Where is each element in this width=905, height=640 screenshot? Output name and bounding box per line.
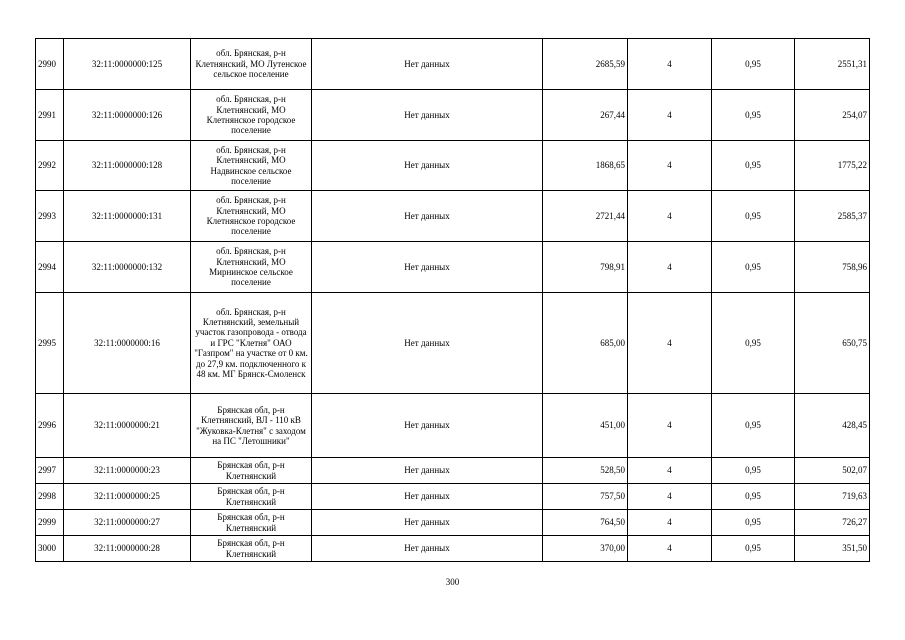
cadastral-number: 32:11:0000000:23 — [64, 458, 191, 484]
cadastral-number: 32:11:0000000:16 — [64, 293, 191, 394]
cadastral-number: 32:11:0000000:131 — [64, 191, 191, 242]
status: Нет данных — [312, 141, 543, 191]
address: обл. Брянская, р-н Клетнянский, земельный участок газопровода - отвода и ГРС "Клетня" ОАО "Газпром" на участке от 0 км. до 27,9 км. подключенного к 48 км. МГ Брянск-Смоленск — [191, 293, 312, 394]
row-number: 2994 — [36, 242, 64, 293]
value: 428,45 — [795, 394, 870, 458]
area: 798,91 — [543, 242, 628, 293]
class: 4 — [628, 293, 712, 394]
address: Брянская обл, р-н Клетнянский, ВЛ - 110 кВ "Жуковка-Клетня" с заходом на ПС "Летошники" — [191, 394, 312, 458]
row-number: 2997 — [36, 458, 64, 484]
class: 4 — [628, 191, 712, 242]
value: 650,75 — [795, 293, 870, 394]
area: 764,50 — [543, 510, 628, 536]
cadastral-number: 32:11:0000000:25 — [64, 484, 191, 510]
coefficient: 0,95 — [712, 394, 795, 458]
coefficient: 0,95 — [712, 458, 795, 484]
row-number: 2995 — [36, 293, 64, 394]
cadastral-number: 32:11:0000000:27 — [64, 510, 191, 536]
value: 502,07 — [795, 458, 870, 484]
area: 370,00 — [543, 536, 628, 562]
value: 719,63 — [795, 484, 870, 510]
area: 1868,65 — [543, 141, 628, 191]
address: Брянская обл, р-н Клетнянский — [191, 536, 312, 562]
address: Брянская обл, р-н Клетнянский — [191, 484, 312, 510]
row-number: 2991 — [36, 90, 64, 141]
coefficient: 0,95 — [712, 39, 795, 90]
address: Брянская обл, р-н Клетнянский — [191, 510, 312, 536]
area: 2721,44 — [543, 191, 628, 242]
status: Нет данных — [312, 293, 543, 394]
register-table — [35, 38, 870, 562]
address: обл. Брянская, р-н Клетнянский, МО Надвинское сельское поселение — [191, 141, 312, 191]
area: 528,50 — [543, 458, 628, 484]
table-row — [36, 484, 870, 510]
value: 2585,37 — [795, 191, 870, 242]
class: 4 — [628, 39, 712, 90]
value: 351,50 — [795, 536, 870, 562]
area: 757,50 — [543, 484, 628, 510]
value: 2551,31 — [795, 39, 870, 90]
area: 685,00 — [543, 293, 628, 394]
address: обл. Брянская, р-н Клетнянский, МО Клетнянское городское поселение — [191, 90, 312, 141]
status: Нет данных — [312, 510, 543, 536]
row-number: 3000 — [36, 536, 64, 562]
table-row — [36, 141, 870, 191]
table-row — [36, 39, 870, 90]
cadastral-number: 32:11:0000000:132 — [64, 242, 191, 293]
status: Нет данных — [312, 39, 543, 90]
class: 4 — [628, 394, 712, 458]
table-row — [36, 90, 870, 141]
table-row — [36, 510, 870, 536]
row-number: 2993 — [36, 191, 64, 242]
status: Нет данных — [312, 191, 543, 242]
table-row — [36, 394, 870, 458]
cadastral-number: 32:11:0000000:128 — [64, 141, 191, 191]
class: 4 — [628, 90, 712, 141]
class: 4 — [628, 242, 712, 293]
class: 4 — [628, 484, 712, 510]
area: 451,00 — [543, 394, 628, 458]
value: 758,96 — [795, 242, 870, 293]
value: 254,07 — [795, 90, 870, 141]
status: Нет данных — [312, 536, 543, 562]
class: 4 — [628, 510, 712, 536]
coefficient: 0,95 — [712, 141, 795, 191]
class: 4 — [628, 458, 712, 484]
address: Брянская обл, р-н Клетнянский — [191, 458, 312, 484]
coefficient: 0,95 — [712, 536, 795, 562]
row-number: 2998 — [36, 484, 64, 510]
address: обл. Брянская, р-н Клетнянский, МО Лутенское сельское поселение — [191, 39, 312, 90]
page-number: 300 — [445, 577, 460, 587]
table-row — [36, 242, 870, 293]
status: Нет данных — [312, 484, 543, 510]
cadastral-number: 32:11:0000000:125 — [64, 39, 191, 90]
coefficient: 0,95 — [712, 510, 795, 536]
cadastral-number: 32:11:0000000:21 — [64, 394, 191, 458]
table-row — [36, 293, 870, 394]
coefficient: 0,95 — [712, 242, 795, 293]
coefficient: 0,95 — [712, 90, 795, 141]
status: Нет данных — [312, 394, 543, 458]
class: 4 — [628, 141, 712, 191]
status: Нет данных — [312, 242, 543, 293]
address: обл. Брянская, р-н Клетнянский, МО Мирнинское сельское поселение — [191, 242, 312, 293]
status: Нет данных — [312, 458, 543, 484]
status: Нет данных — [312, 90, 543, 141]
row-number: 2992 — [36, 141, 64, 191]
row-number: 2999 — [36, 510, 64, 536]
value: 726,27 — [795, 510, 870, 536]
area: 2685,59 — [543, 39, 628, 90]
row-number: 2990 — [36, 39, 64, 90]
cadastral-number: 32:11:0000000:126 — [64, 90, 191, 141]
row-number: 2996 — [36, 394, 64, 458]
area: 267,44 — [543, 90, 628, 141]
coefficient: 0,95 — [712, 484, 795, 510]
cadastral-number: 32:11:0000000:28 — [64, 536, 191, 562]
value: 1775,22 — [795, 141, 870, 191]
class: 4 — [628, 536, 712, 562]
table-row — [36, 458, 870, 484]
coefficient: 0,95 — [712, 293, 795, 394]
coefficient: 0,95 — [712, 191, 795, 242]
table-row — [36, 536, 870, 562]
address: обл. Брянская, р-н Клетнянский, МО Клетнянское городское поселение — [191, 191, 312, 242]
table-row — [36, 191, 870, 242]
